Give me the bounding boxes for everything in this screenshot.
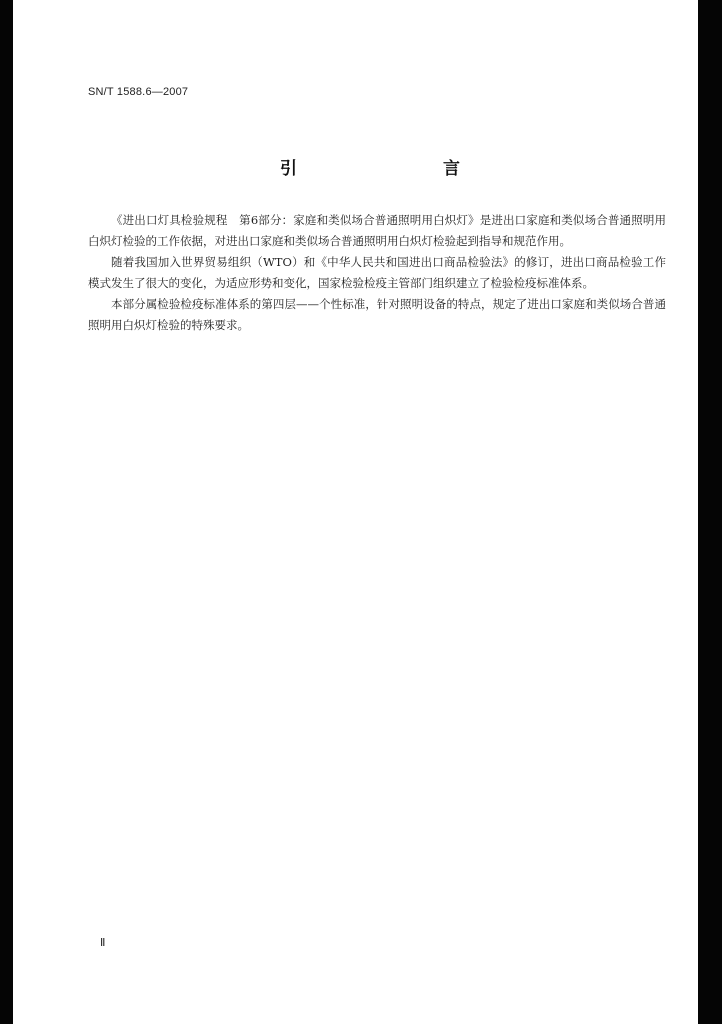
- title-char-2: 言: [443, 159, 460, 179]
- scan-border-left: [0, 0, 13, 1024]
- paragraph-1: 《进出口灯具检验规程 第6部分：家庭和类似场合普通照明用白炽灯》是进出口家庭和类似场合普通照明用白炽灯检验的工作依据，对进出口家庭和类似场合普通照明用白炽灯检验起到指导和规范作用。: [88, 213, 666, 248]
- paragraph-3: 本部分属检验检疫标准体系的第四层——个性标准，针对照明设备的特点，规定了进出口家庭和类似场合普通照明用白炽灯检验的特殊要求。: [88, 297, 666, 332]
- page-number: Ⅱ: [100, 937, 106, 949]
- title-char-1: 引: [280, 159, 297, 179]
- paragraph-2: 随着我国加入世界贸易组织（WTO）和《中华人民共和国进出口商品检验法》的修订，进出口商品检验工作模式发生了很大的变化，为适应形势和变化，国家检验检疫主管部门组织建立了检验检疫标准体系。: [88, 255, 666, 290]
- introduction-body: [88, 210, 666, 336]
- standard-code: SN/T 1588.6—2007: [88, 86, 189, 98]
- scan-border-right: [698, 0, 722, 1024]
- page-title: [280, 154, 460, 179]
